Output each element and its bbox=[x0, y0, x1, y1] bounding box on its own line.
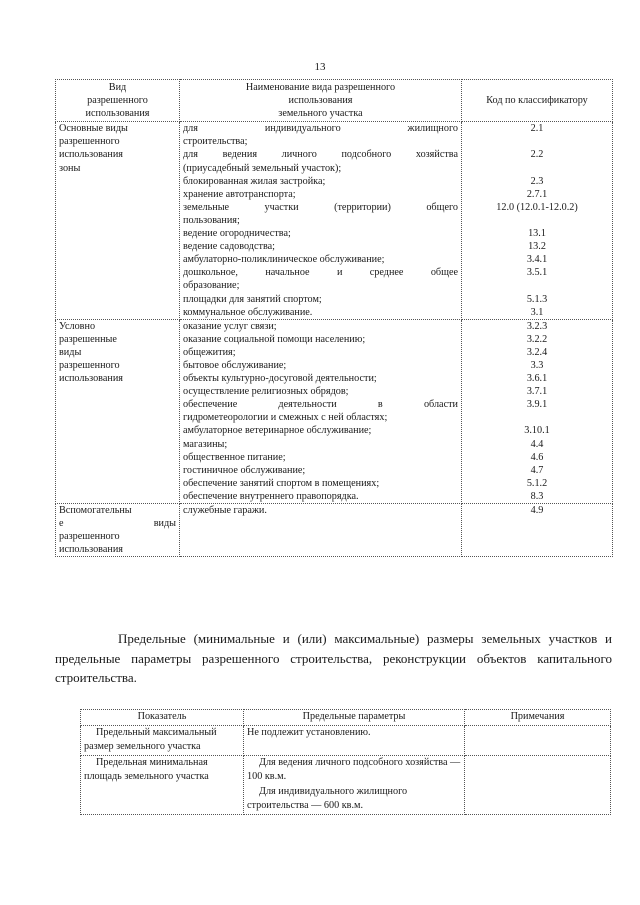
indicator-cell: Предельная минимальная площадь земельного участка bbox=[81, 755, 244, 814]
table-header-row bbox=[56, 80, 613, 122]
permitted-use-table bbox=[55, 79, 613, 557]
params-cell: Для ведения личного подсобного хозяйства — 100 кв.м. Для индивидуального жилищного строительства — 600 кв.м. bbox=[244, 755, 465, 814]
notes-cell bbox=[465, 725, 611, 755]
limits-paragraph: Предельные (минимальные и (или) максимальные) размеры земельных участков и предельные параметры разрешенного строительства, реконструкции объектов капитального строительства. bbox=[55, 631, 612, 685]
header-code: Код по классификатору bbox=[462, 80, 613, 122]
header-notes: Примечания bbox=[465, 710, 611, 726]
group-main-row bbox=[56, 122, 613, 319]
parameters-table bbox=[80, 709, 611, 815]
group-auxiliary-row bbox=[56, 504, 613, 557]
indicator-cell: Предельный максимальный размер земельного участка bbox=[81, 725, 244, 755]
group-kind-label: Вспомогательны е виды разрешенного использования bbox=[56, 504, 180, 557]
code-list: 3.2.3 3.2.2 3.2.4 3.3 3.6.1 3.7.1 3.9.1 3.10.1 4.4 4.6 4.7 5.1.2 8.3 bbox=[462, 319, 613, 503]
use-list: служебные гаражи. bbox=[180, 504, 462, 557]
code-list: 2.1 2.2 2.3 2.7.1 12.0 (12.0.1-12.0.2) 13.1 13.2 3.4.1 3.5.1 5.1.3 3.1 bbox=[462, 122, 613, 319]
group-conditional-row bbox=[56, 319, 613, 503]
header-indicator: Показатель bbox=[81, 710, 244, 726]
table-row bbox=[81, 755, 611, 814]
params-cell: Не подлежит установлению. bbox=[244, 725, 465, 755]
header-name: Наименование вида разрешенного использования земельного участка bbox=[180, 80, 462, 122]
table-header-row bbox=[81, 710, 611, 726]
use-list: оказание услуг связи; оказание социальной помощи населению; общежития; бытовое обслуживание; объекты культурно-досуговой деятельности; осуществление религиозных обрядов; обеспечение деятельности в области гидрометеорологии и смежных с ней областях; амбулаторное ветеринарное обслуживание; магазины; общественное питание; гостиничное обслуживание; обеспечение занятий спортом в помещениях; обеспечение внутреннего правопорядка. bbox=[180, 319, 462, 503]
notes-cell bbox=[465, 755, 611, 814]
header-params: Предельные параметры bbox=[244, 710, 465, 726]
page-number: 13 bbox=[314, 61, 326, 73]
use-list: для индивидуального жилищного строительства; для ведения личного подсобного хозяйства (приусадебный земельный участок); блокированная жилая застройка; хранение автотранспорта; земельные участки (территории) общего пользования; ведение огородничества; ведение садоводства; амбулаторно-поликлиническое обслуживание; дошкольное, начальное и среднее общее образование; площадки для занятий спортом; коммунальное обслуживание. bbox=[180, 122, 462, 319]
table-row bbox=[81, 725, 611, 755]
group-kind-label: Основные виды разрешенного использования зоны bbox=[56, 122, 180, 319]
group-kind-label: Условно разрешенные виды разрешенного использования bbox=[56, 319, 180, 503]
code-list: 4.9 bbox=[462, 504, 613, 557]
header-kind: Вид разрешенного использования bbox=[56, 80, 180, 122]
